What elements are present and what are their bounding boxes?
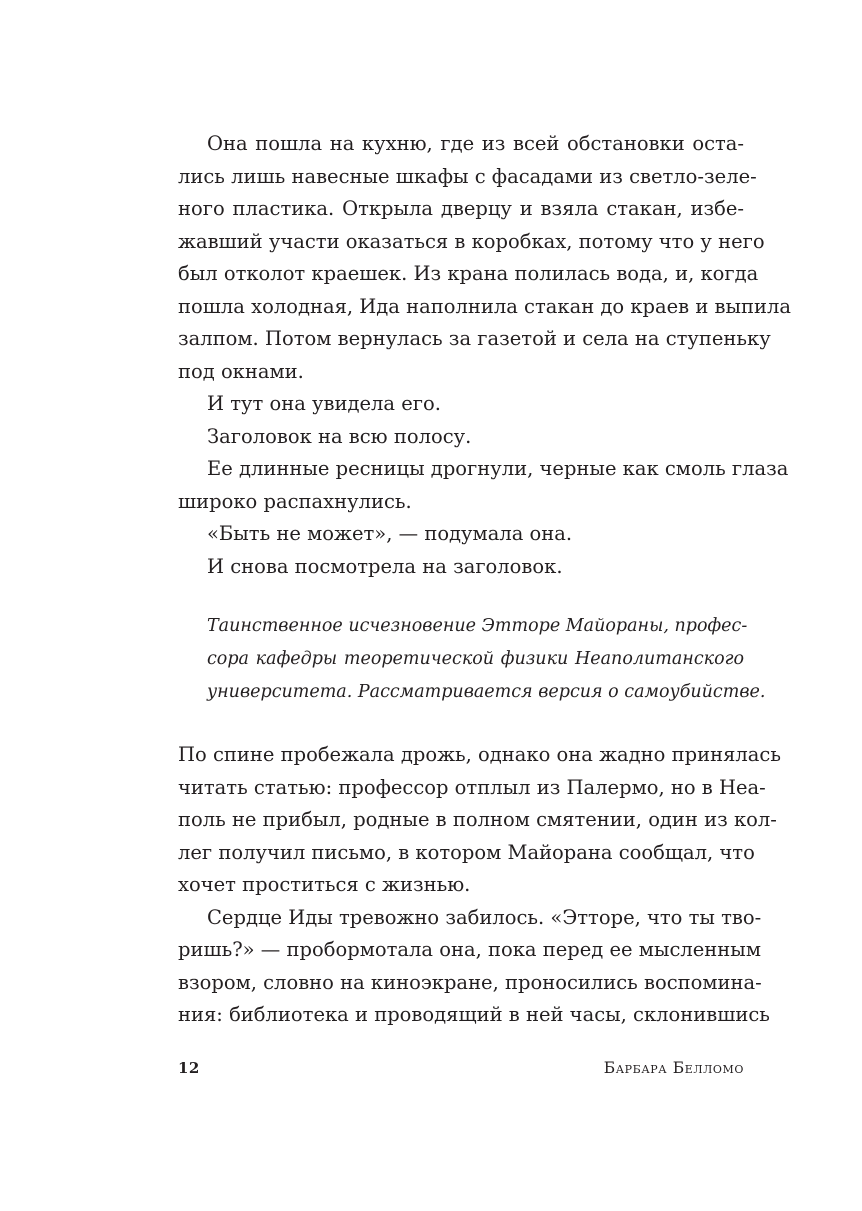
body-text-block xyxy=(178,739,781,1032)
running-head-author: Барбара Белломо xyxy=(603,1059,744,1077)
text-line: поль не прибыл, родные в полном смятении, один из кол- xyxy=(178,808,777,831)
text-line: Ее длинные ресницы дрогнули, черные как смоль глаза xyxy=(207,457,789,480)
text-line: взором, словно на киноэкране, проносились воспомина- xyxy=(178,970,762,994)
body-text-block xyxy=(178,128,792,583)
newspaper-headline-quote xyxy=(178,610,766,709)
text-line: жавший участи оказаться в коробках, потому что у него xyxy=(178,229,765,253)
text-line: хочет проститься с жизнью. xyxy=(178,873,471,896)
page-number: 12 xyxy=(178,1059,200,1077)
text-line: лись лишь навесные шкафы с фасадами из светло-зеле- xyxy=(178,164,757,188)
text-line: Она пошла на кухню, где из всей обстановки оста- xyxy=(207,132,744,155)
text-line: Сердце Иды тревожно забилось. «Этторе, что ты тво- xyxy=(207,905,762,929)
text-line: Заголовок на всю полосу. xyxy=(207,424,472,448)
quote-line: Таинственное исчезновение Этторе Майораны, профес- xyxy=(207,616,748,636)
text-line: «Быть не может», — подумала она. xyxy=(207,522,573,545)
text-line: ния: библиотека и проводящий в ней часы, склонившись xyxy=(178,1003,770,1026)
text-line: ного пластика. Открыла дверцу и взяла стакан, избе- xyxy=(178,197,744,220)
text-line: По спине пробежала дрожь, однако она жадно принялась xyxy=(178,743,781,766)
text-line: пошла холодная, Ида наполнила стакан до краев и выпила xyxy=(178,294,792,318)
text-line: под окнами. xyxy=(178,359,304,383)
text-line: широко распахнулись. xyxy=(178,489,412,513)
text-line: И снова посмотрела на заголовок. xyxy=(207,554,563,578)
quote-line: сора кафедры теоретической физики Неаполитанского xyxy=(207,649,744,669)
page-footer xyxy=(178,1056,744,1080)
quote-line: университета. Рассматривается версия о самоубийстве. xyxy=(207,682,766,702)
text-line: И тут она увидела его. xyxy=(207,392,441,415)
text-line: читать статью: профессор отплыл из Палермо, но в Неа- xyxy=(178,775,766,799)
text-line: залпом. Потом вернулась за газетой и села на ступеньку xyxy=(178,327,771,350)
text-line: ришь?» — пробормотала она, пока перед ее мысленным xyxy=(178,938,761,961)
text-line: был отколот краешек. Из крана полилась вода, и, когда xyxy=(178,262,759,285)
text-line: лег получил письмо, в котором Майорана сообщал, что xyxy=(178,840,755,864)
